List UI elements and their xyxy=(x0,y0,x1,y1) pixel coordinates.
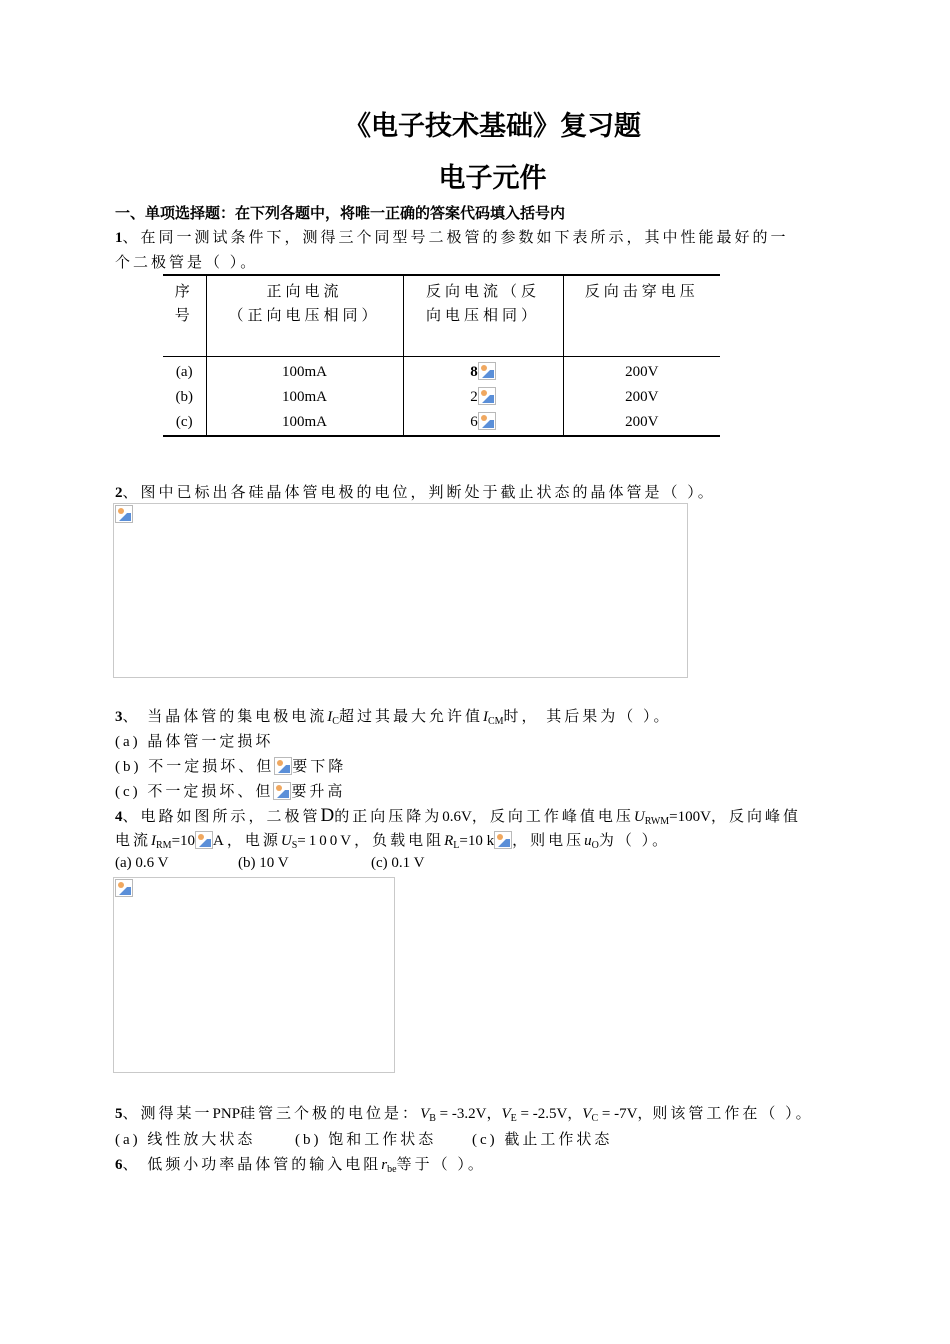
q1-line1 xyxy=(115,226,789,247)
table-header-reverse: 反向电流（反向电压相同） xyxy=(403,275,563,357)
document-subtitle: 电子元件 xyxy=(438,163,547,194)
broken-image-icon xyxy=(478,412,496,430)
q4-option-a: (a) 0.6 V xyxy=(115,855,169,871)
q3-line: 3、 当晶体管的集电极电流$I_C$超过其最大允许值$I_{CM}$时， 其后果为（ ）。 xyxy=(115,709,672,727)
q2-figure xyxy=(113,503,688,678)
table-header-forward: 正向电流 （正向电压相同） xyxy=(206,275,403,357)
q1-table xyxy=(163,274,720,437)
broken-image-icon xyxy=(273,782,291,800)
broken-image-icon xyxy=(274,757,292,775)
q3-option-c: (c) 不一定损坏、但 要升高 xyxy=(115,784,346,800)
broken-image-icon xyxy=(478,387,496,405)
table-col-forward: 100mA 100mA 100mA xyxy=(206,357,403,437)
section-heading: 一、单项选择题：在下列各题中，将唯一正确的答案代码填入括号内 xyxy=(115,204,566,222)
q1-number: 1 xyxy=(115,230,123,246)
broken-image-icon xyxy=(494,831,512,849)
table-header-index: 序号 xyxy=(163,275,206,357)
broken-image-icon xyxy=(115,879,133,897)
document-title: 《电子技术基础》复习题 xyxy=(344,111,641,142)
broken-image-icon xyxy=(195,831,213,849)
q4-line2: 电流$I_{RM}=10$ A，电源$U_S=100V$，负载电阻$R_L=10$ k ，则电压$u_O$为（ ）。 xyxy=(115,833,671,851)
q5-line: 5、测得某一PNP硅管三个极的电位是：$V_B = -3.2V$，$V_E = -2.5V$，$V_C = -7V$，则该管工作在（ ）。 xyxy=(115,1106,814,1124)
table-header-breakdown: 反向击穿电压 xyxy=(563,275,720,357)
q6-line: 6、 低频小功率晶体管的输入电阻$r_{be}$等于（ ）。 xyxy=(115,1157,486,1175)
q1-text: 、在同一测试条件下，测得三个同型号二极管的参数如下表所示，其中性能最好的一 xyxy=(122,230,789,246)
broken-image-icon xyxy=(115,505,133,523)
table-col-labels: (a) (b) (c) xyxy=(163,357,206,437)
table-col-breakdown: 200V 200V 200V xyxy=(563,357,720,437)
q5-option-a: (a) 线性放大状态 xyxy=(115,1132,256,1148)
q5-option-c: (c) 截止工作状态 xyxy=(472,1132,613,1148)
broken-image-icon xyxy=(478,362,496,380)
q4-line1: 4、电路如图所示，二极管D的正向压降为0.6V，反向工作峰值电压$U_{RWM}=100V$，反向峰值 xyxy=(115,805,801,827)
q3-option-a: (a) 晶体管一定损坏 xyxy=(115,734,274,750)
q4-option-b: (b) 10 V xyxy=(238,855,289,871)
q4-option-c: (c) 0.1 V xyxy=(371,855,425,871)
q1-line2: 个二极管是（ ）。 xyxy=(115,255,259,271)
q3-option-b: (b) 不一定损坏、但 要下降 xyxy=(115,759,347,775)
q5-option-b: (b) 饱和工作状态 xyxy=(295,1132,437,1148)
table-col-reverse: 8 2 6 xyxy=(403,357,563,437)
q4-figure xyxy=(113,877,395,1073)
q2-line: 2、图中已标出各硅晶体管电极的电位，判断处于截止状态的晶体管是（ ）。 xyxy=(115,485,716,501)
